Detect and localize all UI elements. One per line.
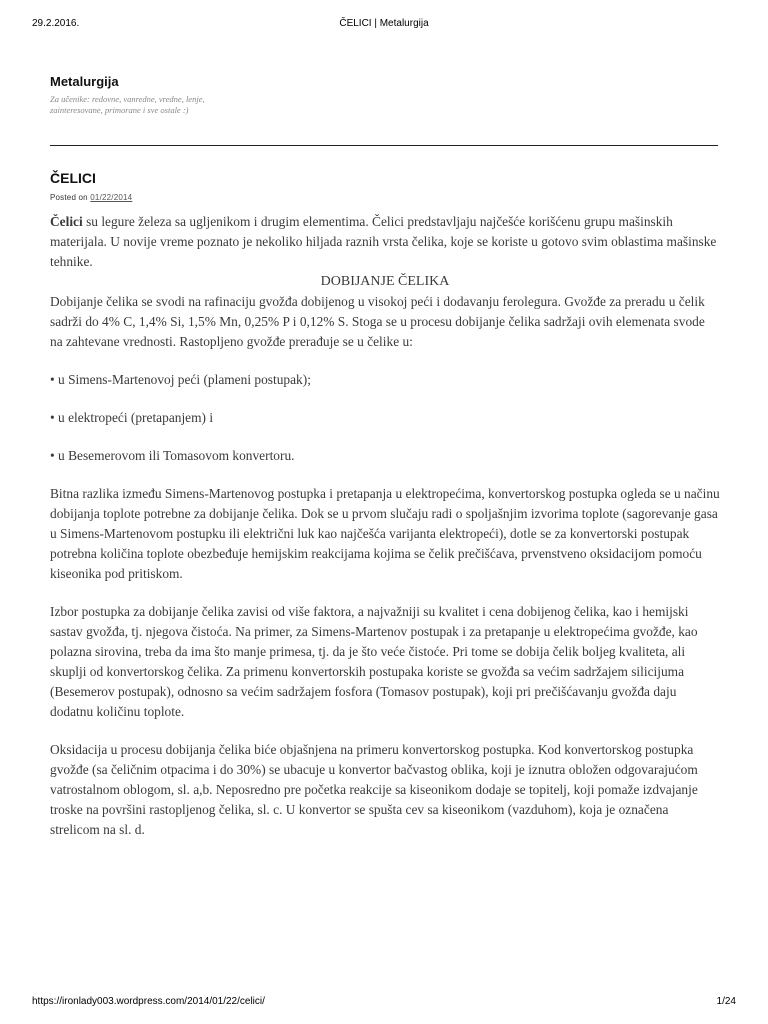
bullet-item: • u Simens-Martenovoj peći (plameni postupak); (50, 372, 311, 387)
print-date: 29.2.2016. (32, 18, 80, 29)
print-header (32, 18, 736, 32)
posted-on-label: Posted on (50, 193, 88, 202)
bullet-item: • u elektropeći (pretapanjem) i (50, 410, 214, 425)
site-title-link[interactable]: Metalurgija (50, 74, 119, 89)
paragraph-1: Dobijanje čelika se svodi na rafinaciju gvožđa dobijenog u visokoj peći i dodavanju ferolegura. Gvožđe za preradu u čelik sadrži do 4% C, 1,4% Si, 1,5% Mn, 0,25% P i 0,12% S. Stoga se u procesu dobijanje čelika sadržaji ovih elemenata svode na zahtevane vrednosti. Rastopljeno gvožđe prerađuje se u čelike u: (50, 294, 705, 349)
intro-text: su legure železa sa ugljenikom i drugim elementima. Čelici predstavljaju najčešće korišćenu grupu mašinskih materijala. U novije vreme poznato je nekoliko hiljada raznih vrsta čelika, koje se koriste u gotovo svim oblastima mašinske tehnike. (50, 214, 717, 269)
post-content (50, 212, 720, 840)
intro-bold-term: Čelici (50, 214, 83, 229)
site-description: Za učenike: redovne, vanredne, vredne, lenje, zainteresovane, primorane i sve ostale :) (50, 94, 205, 115)
paragraph-4: Oksidacija u procesu dobijanja čelika biće objašnjena na primeru konvertorskog postupka. Kod konvertorskog postupka gvožđe (sa čeličnim otpacima i do 30%) se ubacuje u konvertor bačvastog oblika, koji je iznutra obložen odgovarajućom vatrostalnom oblogom, sl. a,b. Neposredno pre početka reakcije sa kiseonikom dodaje se topitelj, koji pomaže izdvajanje troske na površini rastopljenog čelika, sl. c. U konvertor se spušta cev sa kiseonikom (vazduhom), koja je označena strelicom na sl. d. (50, 742, 698, 837)
print-page-title: ČELICI | Metalurgija (339, 18, 429, 29)
print-footer (32, 996, 736, 1010)
print-url: https://ironlady003.wordpress.com/2014/01/22/celici/ (32, 996, 265, 1007)
section-heading: DOBIJANJE ČELIKA (320, 274, 450, 289)
intro-paragraph (50, 212, 720, 272)
paragraph-3: Izbor postupka za dobijanje čelika zavisi od više faktora, a najvažniji su kvalitet i cena dobijenog čelika, kao i hemijski sastav gvožđa, tj. njegova čistoća. Na primer, za Simens-Martenov postupak i za pretapanje u elektropećima gvožđe, kao polazna sirovina, treba da ima što manje primesa, tj. da je što veće čistoće. Pri tome se dobija čelik boljeg kvaliteta, ali skuplji od konvertorskog čelika. Za primenu konvertorskih postupaka koriste se gvožđa sa većim sadržajem silicijuma (Besemerov postupak), odnosno sa većim sadržajem fosfora (Tomasov postupak), koji pri prečišćavanju gvožđa daju dodatnu količinu toplote. (50, 604, 698, 719)
header-divider (50, 145, 718, 146)
post-title: ČELICI (50, 170, 96, 186)
bullet-item: • u Besemerovom ili Tomasovom konvertoru. (50, 448, 295, 463)
print-page-number: 1/24 (716, 996, 736, 1007)
paragraph-2: Bitna razlika između Simens-Martenovog postupka i pretapanja u elektropećima, konvertorskog postupka ogleda se u načinu dobijanja toplote potrebne za dobijanje čelika. Dok se u prvom slučaju radi o spoljašnjim izvorima toplote (sagorevanje gasa u Simens-Martenovom postupku ili električni luk kao najčešća varijanta elektropeći), dotle se za konvertorski postupak potrebna količina toplote obezbeđuje hemijskim reakcijama kojima se čelik prečišćava, prvenstveno oksidacijom pomoću kiseonika pod pritiskom. (50, 486, 720, 581)
post-date-link[interactable]: 01/22/2014 (90, 193, 133, 202)
post-meta (50, 193, 132, 202)
